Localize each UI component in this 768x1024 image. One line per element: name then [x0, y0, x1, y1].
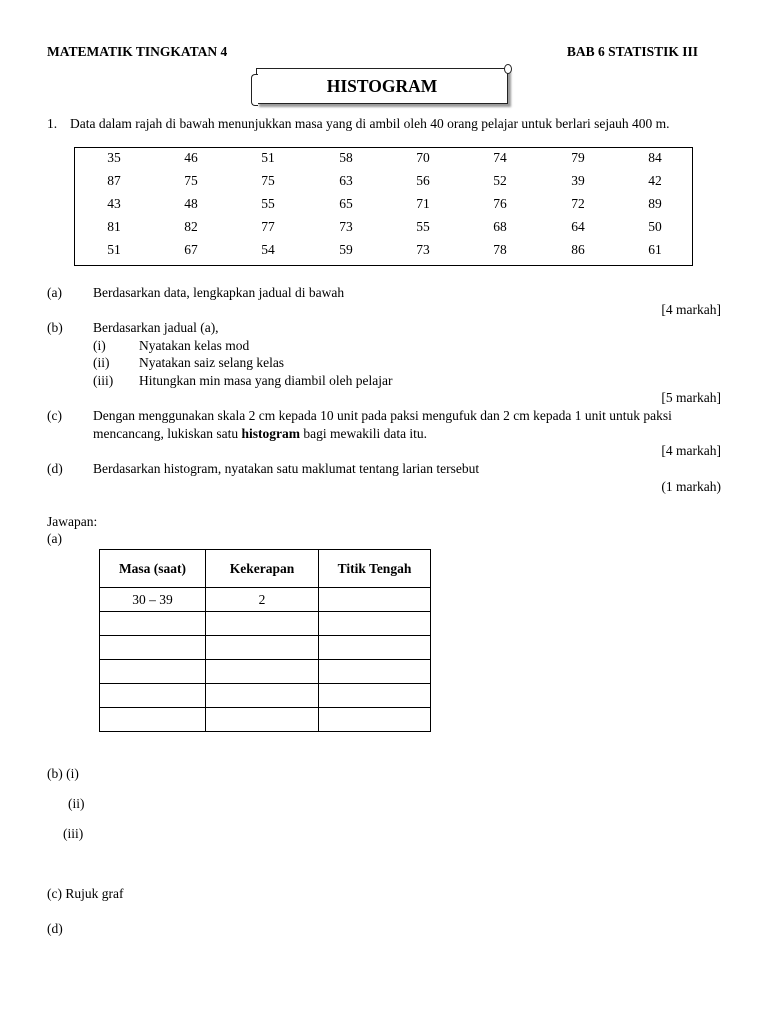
data-cell: 67	[184, 242, 198, 257]
table-row	[100, 708, 431, 732]
answer-heading: Jawapan:	[47, 514, 98, 529]
scroll-curl-right	[504, 64, 512, 74]
data-row	[75, 173, 692, 195]
table-header-row	[100, 550, 431, 588]
part-b-sub-label: (iii)	[93, 373, 114, 388]
table-row	[100, 636, 431, 660]
data-cell: 64	[571, 219, 585, 234]
column-header-titik-tengah: Titik Tengah	[319, 550, 431, 588]
part-a-label: (a)	[47, 285, 62, 300]
part-c-label: (c)	[47, 408, 62, 423]
table-row	[100, 588, 431, 612]
data-cell: 77	[261, 219, 275, 234]
part-d-label: (d)	[47, 461, 63, 476]
table-cell[interactable]	[319, 612, 431, 636]
header-subject: MATEMATIK TINGKATAN 4	[47, 44, 228, 59]
table-row	[100, 684, 431, 708]
data-cell: 78	[493, 242, 507, 257]
part-c-line1: Dengan menggunakan skala 2 cm kepada 10 unit pada paksi mengufuk dan 2 cm kepada 1 unit untuk paksi	[93, 408, 672, 423]
data-cell: 89	[648, 196, 662, 211]
data-cell: 74	[493, 150, 507, 165]
data-cell: 54	[261, 242, 275, 257]
data-row	[75, 150, 692, 172]
data-cell: 42	[648, 173, 662, 188]
part-b-marks: [5 markah]	[661, 390, 721, 405]
data-row	[75, 219, 692, 241]
data-cell: 51	[107, 242, 121, 257]
data-row	[75, 196, 692, 218]
table-cell[interactable]	[100, 684, 206, 708]
data-cell: 86	[571, 242, 585, 257]
part-c-marks: [4 markah]	[661, 443, 721, 458]
table-cell[interactable]	[319, 660, 431, 684]
data-cell: 63	[339, 173, 353, 188]
part-b-label: (b)	[47, 320, 63, 335]
answer-b-iii: (iii)	[63, 826, 84, 841]
data-cell: 59	[339, 242, 353, 257]
data-cell: 39	[571, 173, 585, 188]
column-header-masa: Masa (saat)	[100, 550, 206, 588]
answer-b-ii: (ii)	[68, 796, 85, 811]
question-number: 1.	[47, 116, 58, 131]
part-b-text: Berdasarkan jadual (a),	[93, 320, 219, 335]
data-cell: 55	[416, 219, 430, 234]
header-chapter: BAB 6 STATISTIK III	[566, 44, 698, 59]
data-cell: 73	[339, 219, 353, 234]
data-cell: 58	[339, 150, 353, 165]
frequency-table	[99, 549, 431, 732]
title-banner	[256, 68, 508, 104]
table-cell[interactable]	[100, 708, 206, 732]
part-b-sub-text: Nyatakan saiz selang kelas	[139, 355, 285, 370]
data-cell: 71	[416, 196, 430, 211]
data-cell: 75	[184, 173, 198, 188]
answer-d: (d)	[47, 921, 63, 936]
data-cell: 87	[107, 173, 121, 188]
data-grid	[74, 147, 693, 266]
table-cell[interactable]: 30 – 39	[100, 588, 206, 612]
answer-b-i: (b) (i)	[47, 766, 79, 781]
answer-a-label: (a)	[47, 531, 62, 546]
column-header-kekerapan: Kekerapan	[206, 550, 319, 588]
part-b-sub-label: (i)	[93, 338, 106, 353]
data-cell: 46	[184, 150, 198, 165]
table-cell[interactable]: 2	[206, 588, 319, 612]
page-title: HISTOGRAM	[326, 76, 438, 96]
part-a-marks: [4 markah]	[661, 302, 721, 317]
data-cell: 82	[184, 219, 198, 234]
data-cell: 73	[416, 242, 430, 257]
table-row	[100, 660, 431, 684]
data-cell: 48	[184, 196, 198, 211]
part-d-text: Berdasarkan histogram, nyatakan satu maklumat tentang larian tersebut	[93, 461, 480, 476]
data-cell: 75	[261, 173, 275, 188]
table-cell[interactable]	[319, 588, 431, 612]
table-cell[interactable]	[206, 660, 319, 684]
part-b-sub-label: (ii)	[93, 355, 110, 370]
data-cell: 43	[107, 196, 121, 211]
data-cell: 35	[107, 150, 121, 165]
data-cell: 56	[416, 173, 430, 188]
question-text: Data dalam rajah di bawah menunjukkan masa yang di ambil oleh 40 orang pelajar untuk berlari sejauh 400 m.	[70, 116, 670, 131]
data-cell: 50	[648, 219, 662, 234]
answer-c: (c) Rujuk graf	[47, 886, 124, 901]
table-cell[interactable]	[206, 636, 319, 660]
data-cell: 79	[571, 150, 585, 165]
table-row	[100, 612, 431, 636]
part-a-text: Berdasarkan data, lengkapkan jadual di bawah	[93, 285, 345, 300]
data-cell: 81	[107, 219, 121, 234]
table-cell[interactable]	[319, 708, 431, 732]
part-c-line2: mencancang, lukiskan satu histogram bagi mewakili data itu.	[93, 426, 428, 441]
data-cell: 84	[648, 150, 662, 165]
table-cell[interactable]	[319, 636, 431, 660]
table-cell[interactable]	[100, 636, 206, 660]
data-cell: 61	[648, 242, 662, 257]
data-cell: 52	[493, 173, 507, 188]
data-cell: 65	[339, 196, 353, 211]
part-d-marks: (1 markah)	[661, 479, 721, 494]
data-cell: 76	[493, 196, 507, 211]
part-b-sub-text: Hitungkan min masa yang diambil oleh pelajar	[139, 373, 393, 388]
table-cell[interactable]	[100, 660, 206, 684]
data-row	[75, 242, 692, 264]
data-cell: 72	[571, 196, 585, 211]
data-cell: 70	[416, 150, 430, 165]
table-cell[interactable]	[319, 684, 431, 708]
part-b-sub-text: Nyatakan kelas mod	[139, 338, 250, 353]
data-cell: 55	[261, 196, 275, 211]
table-cell[interactable]	[206, 708, 319, 732]
table-cell[interactable]	[100, 612, 206, 636]
data-cell: 68	[493, 219, 507, 234]
data-cell: 51	[261, 150, 275, 165]
table-cell[interactable]	[206, 684, 319, 708]
table-cell[interactable]	[206, 612, 319, 636]
